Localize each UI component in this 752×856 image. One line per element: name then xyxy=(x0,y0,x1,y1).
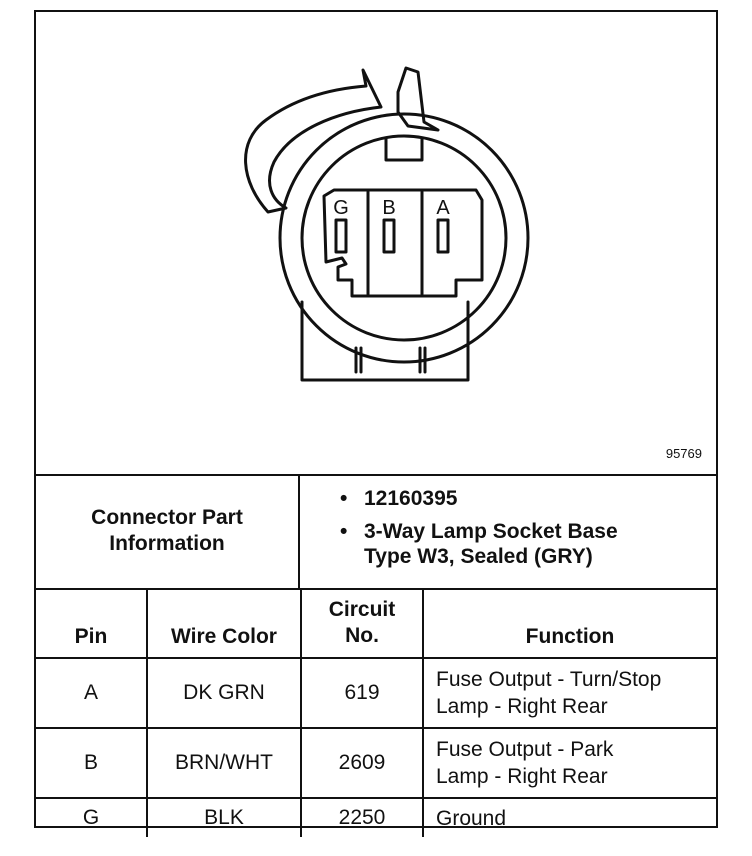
cell-circuit: 619 xyxy=(301,658,423,728)
connector-info xyxy=(36,474,716,590)
header-circuit-line1: Circuit xyxy=(328,598,396,621)
description-line1: 3-Way Lamp Socket Base xyxy=(364,520,618,543)
bullet: • xyxy=(340,487,348,510)
key-notch xyxy=(386,138,422,160)
pin-label-a: A xyxy=(436,197,450,219)
terminal-a xyxy=(438,220,448,252)
lamp-socket-drawing xyxy=(36,12,716,474)
terminal-b xyxy=(384,220,394,252)
table-row xyxy=(36,728,716,798)
top-tab xyxy=(398,68,438,130)
cell-pin: A xyxy=(36,658,147,728)
cell-wire-color: BLK xyxy=(147,798,301,837)
table-header-row xyxy=(36,588,716,658)
header-pin: Pin xyxy=(36,588,147,658)
inner-ring xyxy=(302,136,506,340)
connector-diagram xyxy=(36,12,716,476)
function-line2: Lamp - Right Rear xyxy=(436,695,608,718)
info-label-line2: Information xyxy=(109,532,225,555)
info-label xyxy=(36,474,300,588)
cell-circuit: 2609 xyxy=(301,728,423,798)
description-row xyxy=(340,519,716,569)
description xyxy=(364,519,618,569)
header-circuit xyxy=(301,588,423,658)
info-label-line1: Connector Part xyxy=(91,506,243,529)
table-row xyxy=(36,798,716,837)
part-number-row xyxy=(340,486,716,511)
part-number: 12160395 xyxy=(364,487,458,510)
cell-circuit: 2250 xyxy=(301,798,423,837)
pin-table xyxy=(36,588,716,837)
socket-base xyxy=(302,302,468,380)
cell-pin: G xyxy=(36,798,147,837)
info-details xyxy=(300,474,716,588)
cell-wire-color: DK GRN xyxy=(147,658,301,728)
function-line1: Fuse Output - Turn/Stop xyxy=(436,668,662,691)
pin-label-g: G xyxy=(333,197,349,219)
terminal-g xyxy=(336,220,346,252)
pin-label-b: B xyxy=(382,197,396,219)
function-line2: Lamp - Right Rear xyxy=(436,765,608,788)
outer-ring xyxy=(280,114,528,362)
figure-id: 95769 xyxy=(665,446,702,461)
header-wire-color: Wire Color xyxy=(147,588,301,658)
cell-function xyxy=(423,658,716,728)
function-line1: Fuse Output - Park xyxy=(436,738,614,761)
header-circuit-line2: No. xyxy=(345,624,379,647)
connector-sheet xyxy=(34,10,718,828)
header-function: Function xyxy=(423,588,716,658)
cell-function xyxy=(423,728,716,798)
table-row xyxy=(36,658,716,728)
cell-pin: B xyxy=(36,728,147,798)
description-line2: Type W3, Sealed (GRY) xyxy=(364,545,593,568)
cell-wire-color: BRN/WHT xyxy=(147,728,301,798)
cell-function: Ground xyxy=(423,798,716,837)
bullet: • xyxy=(340,520,348,543)
